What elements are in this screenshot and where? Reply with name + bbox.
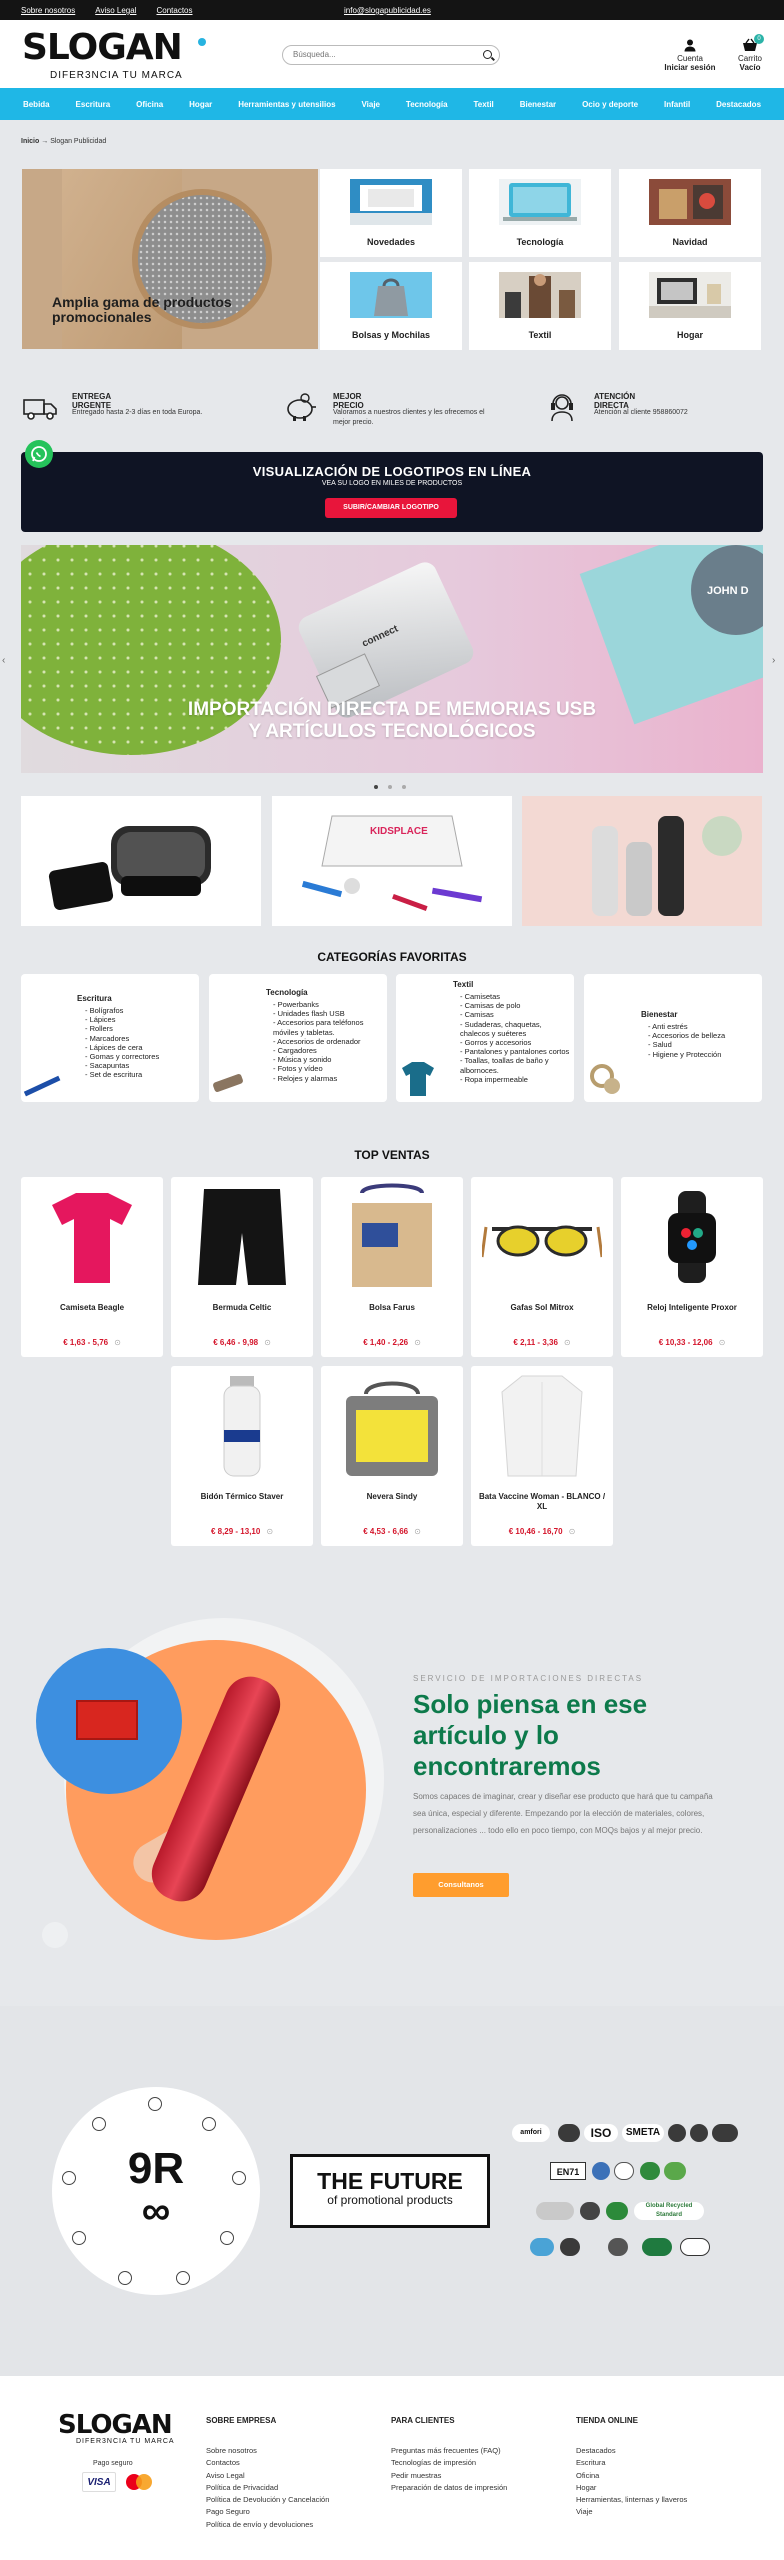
fav-item[interactable]: - Higiene y Protección — [648, 1050, 725, 1059]
product-name: Bermuda Celtic — [212, 1303, 272, 1312]
product-price — [471, 1527, 613, 1536]
footer-col-store — [576, 2416, 687, 2519]
product-name: Bidón Térmico Staver — [200, 1492, 284, 1501]
footer-link[interactable]: Oficina — [576, 2470, 600, 2480]
product-price — [171, 1527, 313, 1536]
fav-item[interactable]: - Cargadores — [273, 1046, 381, 1055]
main-nav — [0, 88, 784, 120]
search-input[interactable] — [293, 50, 473, 59]
product-name: Camiseta Beagle — [59, 1303, 125, 1312]
category-tile-navidad[interactable] — [619, 169, 761, 257]
breadcrumb-home[interactable]: Inicio — [21, 138, 40, 145]
product-price — [171, 1338, 313, 1347]
footer-link[interactable]: Hogar — [576, 2482, 597, 2492]
footer-logo-wordmark: SLOGAN — [58, 2410, 172, 2440]
slider-next-arrow[interactable]: › — [772, 655, 776, 666]
footer-link[interactable]: Política de Devolución y Cancelación — [206, 2495, 330, 2505]
kids-pencil-case-image — [272, 796, 512, 926]
cert-badge-icon — [560, 2238, 580, 2256]
logo-dot — [198, 38, 206, 46]
product-card[interactable] — [621, 1177, 763, 1357]
fav-item[interactable]: - Toallas, toallas de baño y albornoces. — [460, 1056, 570, 1074]
product-card[interactable] — [171, 1177, 313, 1357]
logo-viz-subtitle: VEA SU LOGO EN MILES DE PRODUCTOS — [321, 480, 463, 487]
cert-badge-icon — [530, 2238, 554, 2256]
product-name: Nevera Sindy — [366, 1492, 418, 1501]
product-card[interactable] — [471, 1366, 613, 1546]
fav-category-escritura[interactable] — [21, 974, 199, 1102]
fav-category-name: Escritura — [77, 994, 112, 1003]
fav-item[interactable]: - Sudaderas, chaquetas, chalecos y suéteres — [460, 1020, 570, 1038]
logo-visualization-banner — [21, 452, 763, 532]
nav-item-tecnologia[interactable]: Tecnología — [405, 99, 448, 109]
product-image-sunglasses — [482, 1183, 602, 1291]
slider-caption-line1: IMPORTACIÓN DIRECTA DE MEMORIAS USB — [187, 699, 597, 720]
cert-badge-icon — [680, 2238, 710, 2256]
nav-item-herramientas[interactable]: Herramientas y utensilios — [238, 99, 336, 109]
footer-link[interactable]: Sobre nosotros — [206, 2446, 257, 2455]
user-icon — [683, 38, 697, 52]
textil-image — [499, 272, 581, 318]
novedades-image — [350, 179, 432, 225]
import-title: Solo piensa en ese artículo y lo encontraremos — [413, 1689, 648, 1781]
info-icon[interactable]: ⊙ — [266, 1527, 274, 1536]
price-range: € 1,63 - 5,76 — [63, 1338, 109, 1347]
future-title: THE FUTURE — [317, 2168, 463, 2194]
favorites-title: CATEGORÍAS FAVORITAS — [317, 950, 467, 964]
product-price — [621, 1338, 763, 1347]
fav-item[interactable]: - Lápices — [85, 1015, 159, 1024]
fav-item[interactable]: - Anti estrés — [648, 1022, 725, 1031]
navidad-image — [649, 179, 731, 225]
fav-item[interactable]: - Pantalones y pantalones cortos — [460, 1047, 570, 1056]
fav-item[interactable]: - Camisas — [460, 1010, 570, 1019]
product-price — [321, 1338, 463, 1347]
price-range: € 6,46 - 9,98 — [213, 1338, 259, 1347]
search-icon[interactable] — [483, 50, 492, 59]
info-icon[interactable]: ⊙ — [114, 1338, 121, 1347]
slider-caption-line2: Y ARTÍCULOS TECNOLÓGICOS — [248, 721, 536, 742]
slider-caption — [21, 699, 763, 743]
future-subtitle: of promotional products — [327, 2193, 453, 2207]
fav-item[interactable]: - Ropa impermeable — [460, 1075, 570, 1084]
feature-text: Entregado hasta 2-3 días en toda Europa. — [72, 409, 203, 416]
product-image-shorts — [182, 1183, 302, 1291]
ring-title: 9R — [127, 2144, 185, 2193]
top-link-contact[interactable]: Contactos — [156, 6, 193, 15]
footer-link[interactable]: Viaje — [576, 2507, 593, 2517]
contact-us-button[interactable]: Consultanos — [413, 1873, 509, 1897]
feature-title: MEJOR PRECIO — [333, 392, 364, 410]
cert-badge-icon — [642, 2238, 672, 2256]
product-name: Bolsa Farus — [369, 1303, 415, 1312]
product-image-bag — [332, 1183, 452, 1291]
product-price — [321, 1527, 463, 1536]
fav-category-list — [460, 992, 570, 1084]
ring-step-icon — [118, 2271, 132, 2285]
footer-link[interactable]: Preparación de datos de impresión — [391, 2482, 508, 2492]
ring-step-icon — [220, 2231, 234, 2245]
upload-logo-button[interactable]: SUBIR/CAMBIAR LOGOTIPO — [325, 498, 457, 518]
secure-payment-label: Pago seguro — [93, 2460, 133, 2467]
slider-prev-arrow[interactable]: ‹ — [2, 655, 6, 666]
feature-text: Valoramos a nuestros clientes y les ofrecemos el mejor precio. — [333, 409, 485, 426]
category-label: Navidad — [672, 237, 708, 247]
footer-link[interactable]: Aviso Legal — [206, 2470, 245, 2480]
product-name: Reloj Inteligente Proxor — [647, 1303, 737, 1312]
smeta-logo: SMETA — [622, 2124, 664, 2142]
usb-brand-text: connect — [360, 623, 400, 650]
headset-icon — [544, 392, 580, 422]
category-label: Textil — [528, 330, 552, 340]
nav-item-infantil[interactable]: Infantil — [663, 99, 691, 109]
cert-badge-icon — [712, 2124, 738, 2142]
fav-item[interactable]: - Gorros y accesorios — [460, 1038, 570, 1047]
mastercard-circle-orange — [136, 2474, 152, 2490]
breadcrumb-current: Slogan Publicidad — [50, 138, 107, 145]
piggy-bank-icon — [283, 392, 319, 422]
bottles-image — [522, 796, 762, 926]
fav-item[interactable]: - Powerbanks — [273, 1000, 381, 1009]
product-name: Gafas Sol Mitrox — [510, 1303, 574, 1312]
amfori-logo: amfori — [512, 2124, 550, 2142]
fav-item[interactable]: - Accesorios de belleza — [648, 1031, 725, 1040]
header — [0, 20, 784, 88]
fav-category-name: Bienestar — [641, 1010, 678, 1019]
product-image-cooler — [332, 1372, 452, 1480]
fav-category-list — [273, 1000, 381, 1083]
truck-icon — [22, 392, 58, 422]
footer-link[interactable]: Política de envío y devoluciones — [206, 2519, 314, 2529]
feature-title: ATENCIÓN DIRECTA — [594, 392, 636, 410]
category-tile-novedades[interactable] — [320, 169, 462, 257]
fav-category-list — [85, 1006, 159, 1080]
hero-banner[interactable] — [22, 169, 318, 349]
polo-shirt-image — [396, 1054, 440, 1098]
infinity-symbol: ∞ — [141, 2189, 171, 2233]
account-label: Cuenta — [677, 54, 703, 63]
cart-link[interactable] — [732, 38, 768, 72]
cert-badge-icon — [690, 2124, 708, 2142]
slider-dots — [374, 785, 406, 789]
compact-mirror-image — [584, 1054, 628, 1098]
category-tile-tecnologia[interactable] — [469, 169, 611, 257]
fav-item[interactable]: - Accesorios de ordenador — [273, 1037, 381, 1046]
ring-step-icon — [202, 2117, 216, 2131]
category-label: Hogar — [676, 330, 703, 340]
price-range: € 4,53 - 6,66 — [363, 1527, 409, 1536]
slider-dot[interactable] — [402, 785, 406, 789]
product-image-bottle — [182, 1372, 302, 1480]
fav-category-bienestar[interactable] — [584, 974, 762, 1102]
fav-item[interactable]: - Bolígrafos — [85, 1006, 159, 1015]
cert-badge-icon — [664, 2162, 686, 2180]
info-icon[interactable]: ⊙ — [414, 1527, 421, 1536]
category-tile-textil[interactable] — [469, 262, 611, 350]
footer-logo[interactable] — [58, 2412, 175, 2445]
usb-image — [209, 1054, 253, 1098]
vr-headset-image — [21, 796, 261, 926]
fav-category-name: Tecnología — [266, 988, 308, 997]
import-text: Somos capaces de imaginar, crear y diseñar ese producto que hará que tu campaña sea única, especial y diferente. Empezando por la elección de materiales, colores, personalizaciones ... todo ello en poco tiempo, con MOQs bajos y al mejor precio. — [413, 1792, 713, 1835]
fav-item[interactable]: - Accesorios para teléfonos móviles y tabletas. — [273, 1018, 381, 1036]
top-email-link[interactable]: info@slogapublicidad.es — [344, 6, 431, 15]
category-label: Bolsas y Mochilas — [351, 330, 431, 340]
cert-badge-icon — [614, 2162, 634, 2180]
footer-link[interactable]: Tecnologías de impresión — [391, 2458, 477, 2468]
usb-drive-image — [295, 558, 477, 721]
product-name: Bata Vaccine Woman - BLANCO / XL — [478, 1492, 606, 1511]
fav-item[interactable]: - Marcadores — [85, 1034, 159, 1043]
info-icon[interactable]: ⊙ — [718, 1338, 726, 1347]
cert-badge-icon — [580, 2202, 600, 2220]
nav-item-hogar[interactable]: Hogar — [189, 99, 213, 109]
tecnologia-image — [499, 179, 581, 225]
product-price — [21, 1338, 163, 1347]
site-logo[interactable] — [20, 27, 210, 82]
footer-col-title: SOBRE EMPRESA — [206, 2416, 277, 2425]
footer-col-title: PARA CLIENTES — [391, 2416, 455, 2425]
product-card[interactable] — [171, 1366, 313, 1546]
top-link-legal[interactable]: Aviso Legal — [95, 6, 137, 15]
top-bar — [0, 0, 784, 20]
logo-tagline: DIFER3NCIA TU MARCA — [50, 70, 183, 81]
fav-item[interactable]: - Camisetas — [460, 992, 570, 1001]
price-range: € 8,29 - 13,10 — [210, 1527, 261, 1536]
price-range: € 10,46 - 16,70 — [508, 1527, 563, 1536]
cert-badge-icon — [606, 2202, 628, 2220]
import-eyebrow: SERVICIO DE IMPORTACIONES DIRECTAS — [413, 1674, 644, 1683]
fav-item[interactable]: - Lápices de cera — [85, 1043, 159, 1052]
login-link[interactable]: Iniciar sesión — [664, 63, 716, 72]
fav-item[interactable]: - Unidades flash USB — [273, 1009, 381, 1018]
whatsapp-button[interactable] — [25, 440, 53, 468]
nav-item-destacados[interactable]: Destacados — [716, 99, 762, 109]
cert-badge-icon — [640, 2162, 660, 2180]
slider-banner[interactable] — [21, 545, 763, 773]
pen-image — [21, 1054, 65, 1098]
fav-item[interactable]: - Relojes y alarmas — [273, 1074, 381, 1083]
hogar-image — [649, 272, 731, 318]
feature-text: Atención al cliente 958860072 — [594, 409, 688, 416]
fav-category-textil[interactable] — [396, 974, 574, 1102]
fav-item[interactable]: - Salud — [648, 1040, 725, 1049]
cert-badge-icon — [558, 2124, 580, 2142]
fav-category-list — [648, 1022, 725, 1059]
product-image-lab-coat — [482, 1372, 602, 1480]
footer — [0, 2376, 784, 2560]
container-ship-image — [36, 1648, 182, 1794]
category-label: Tecnología — [516, 237, 564, 247]
top-link-about[interactable]: Sobre nosotros — [21, 6, 76, 15]
category-label: Novedades — [366, 237, 416, 247]
info-icon[interactable]: ⊙ — [264, 1338, 271, 1347]
footer-link[interactable]: Preguntas más frecuentes (FAQ) — [391, 2446, 501, 2455]
footer-link[interactable]: Destacados — [576, 2446, 616, 2455]
kidsplace-label: KIDSPLACE — [370, 826, 428, 837]
footer-col-title: TIENDA ONLINE — [576, 2416, 638, 2425]
footer-link[interactable]: Pedir muestras — [391, 2470, 442, 2480]
price-range: € 2,11 - 3,36 — [513, 1338, 558, 1347]
nav-item-escritura[interactable]: Escritura — [75, 99, 111, 109]
ring-step-icon — [72, 2231, 86, 2245]
product-image-smartwatch — [632, 1183, 752, 1291]
slider-dot[interactable] — [388, 785, 392, 789]
whatsapp-icon — [25, 440, 53, 468]
cart-state: Vacío — [739, 63, 761, 72]
nav-item-bebida[interactable]: Bebida — [22, 99, 50, 109]
9r-sustainability-ring — [52, 2087, 260, 2295]
logo-wordmark: SLOGAN — [22, 27, 182, 68]
footer-link[interactable]: Contactos — [206, 2458, 240, 2468]
footer-link[interactable]: Política de Privacidad — [206, 2482, 279, 2492]
info-icon[interactable]: ⊙ — [568, 1527, 576, 1536]
footer-col-company — [206, 2416, 329, 2531]
fav-item[interactable]: - Set de escritura — [85, 1070, 159, 1079]
iso-logo: ISO — [584, 2124, 618, 2142]
ring-step-icon — [92, 2117, 106, 2131]
fav-item[interactable]: - Camisas de polo — [460, 1001, 570, 1010]
fav-item[interactable]: - Rollers — [85, 1024, 159, 1033]
grs-logo: Global Recycled Standard — [634, 2202, 704, 2220]
footer-link[interactable]: Herramientas, linternas y llaveros — [576, 2495, 688, 2505]
en71-logo: EN71 — [550, 2162, 586, 2180]
fav-item[interactable]: - Gomas y correctores — [85, 1052, 159, 1061]
category-tile-hogar[interactable] — [619, 262, 761, 350]
product-card[interactable] — [21, 1177, 163, 1357]
the-future-badge — [290, 2154, 490, 2228]
slider-dot[interactable] — [374, 785, 378, 789]
account-link[interactable] — [662, 38, 718, 72]
promo-bottles[interactable] — [522, 796, 762, 926]
footer-link[interactable]: Pago Seguro — [206, 2507, 250, 2517]
cert-badge-icon — [536, 2202, 574, 2220]
product-card[interactable] — [471, 1177, 613, 1357]
fav-item[interactable]: - Música y sonido — [273, 1055, 381, 1064]
ring-step-icon — [62, 2171, 76, 2185]
cart-count-badge: 0 — [754, 34, 764, 44]
search-box — [282, 45, 500, 65]
fav-item[interactable]: - Sacapuntas — [85, 1061, 159, 1070]
product-price — [471, 1338, 613, 1347]
category-tile-bolsas[interactable] — [320, 262, 462, 350]
footer-col-clients — [391, 2416, 507, 2494]
top-links — [21, 6, 193, 15]
ring-step-icon — [148, 2097, 162, 2111]
footer-link[interactable]: Escritura — [576, 2458, 606, 2468]
fav-item[interactable]: - Fotos y vídeo — [273, 1064, 381, 1073]
cart-label: Carrito — [737, 54, 762, 63]
card-name-text: JOHN D — [707, 585, 749, 597]
info-icon[interactable]: ⊙ — [414, 1338, 421, 1347]
mastercard-logo — [122, 2472, 154, 2492]
visa-logo: VISA — [82, 2472, 116, 2492]
cert-badge-icon — [668, 2124, 686, 2142]
promo-vr-headset[interactable] — [21, 796, 261, 926]
promo-kidsplace[interactable] — [272, 796, 512, 926]
product-card[interactable] — [321, 1366, 463, 1546]
hero-text: Amplia gama de productos promocionales — [52, 294, 232, 325]
bolsas-image — [350, 272, 432, 318]
fav-category-name: Textil — [453, 980, 474, 989]
price-range: € 1,40 - 2,26 — [363, 1338, 409, 1347]
product-image-tshirt — [32, 1183, 152, 1291]
nav-item-ocio[interactable]: Ocio y deporte — [582, 99, 639, 109]
nav-item-oficina[interactable]: Oficina — [136, 99, 164, 109]
decor-small-circle — [42, 1922, 68, 1948]
product-card[interactable] — [321, 1177, 463, 1357]
nav-item-textil[interactable]: Textil — [473, 99, 494, 109]
container-box — [76, 1700, 138, 1740]
top-sales-title: TOP VENTAS — [354, 1148, 430, 1162]
breadcrumb-separator: → — [41, 138, 49, 145]
info-icon[interactable]: ⊙ — [563, 1338, 571, 1347]
fav-category-tecnologia[interactable] — [209, 974, 387, 1102]
cert-badge-icon — [592, 2162, 610, 2180]
feature-title: ENTREGA URGENTE — [72, 392, 112, 410]
cert-badge-icon — [608, 2238, 628, 2256]
ring-step-icon — [232, 2171, 246, 2185]
nav-item-viaje[interactable]: Viaje — [361, 99, 381, 109]
logo-viz-title: VISUALIZACIÓN DE LOGOTIPOS EN LÍNEA — [252, 464, 532, 479]
breadcrumb — [21, 138, 106, 145]
footer-logo-tagline: DIFER3NCIA TU MARCA — [76, 2438, 175, 2445]
nav-item-bienestar[interactable]: Bienestar — [519, 99, 557, 109]
price-range: € 10,33 - 12,06 — [658, 1338, 713, 1347]
ring-step-icon — [176, 2271, 190, 2285]
